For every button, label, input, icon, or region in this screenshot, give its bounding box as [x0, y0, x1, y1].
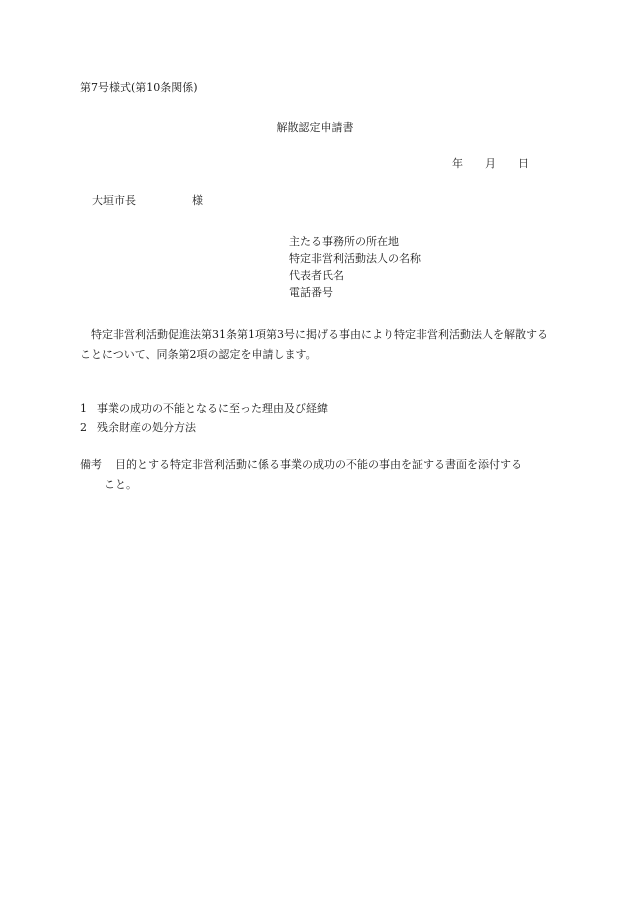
applicant-phone-label: 電話番号 [289, 286, 333, 299]
item-text: 事業の成功の不能となるに至った理由及び経緯 [97, 402, 328, 415]
item-number: 1 [80, 402, 87, 415]
applicant-office-address-label: 主たる事務所の所在地 [289, 235, 399, 248]
date-day-label: 日 [518, 157, 529, 170]
list-item [80, 399, 328, 418]
remarks-text-line1: 目的とする特定非営利活動に係る事業の成功の不能の事由を証する書面を添付する [115, 458, 522, 471]
item-list [80, 399, 328, 437]
remarks-label: 備考 [80, 458, 102, 471]
date-month-label: 月 [485, 157, 496, 170]
document-title: 解散認定申請書 [276, 121, 354, 134]
item-number: 2 [80, 421, 87, 434]
date-year-label: 年 [452, 157, 463, 170]
addressee [92, 195, 203, 206]
form-number: 第7号様式(第10条関係) [80, 81, 198, 94]
applicant-block [289, 233, 421, 301]
body-text: 特定非営利活動促進法第31条第1項第3号に掲げる事由により特定非営利活動法人を解散することについて、同条第2項の認定を申請します。 [80, 328, 548, 361]
date-line [452, 158, 529, 169]
applicant-corporation-name-label: 特定非営利活動法人の名称 [289, 252, 421, 265]
addressee-honorific: 様 [192, 194, 203, 207]
addressee-name: 大垣市長 [92, 194, 136, 207]
list-item [80, 418, 328, 437]
item-text: 残余財産の処分方法 [97, 421, 196, 434]
applicant-representative-label: 代表者氏名 [289, 269, 344, 282]
remarks [80, 455, 550, 495]
remarks-text-line2: こと。 [104, 478, 137, 491]
